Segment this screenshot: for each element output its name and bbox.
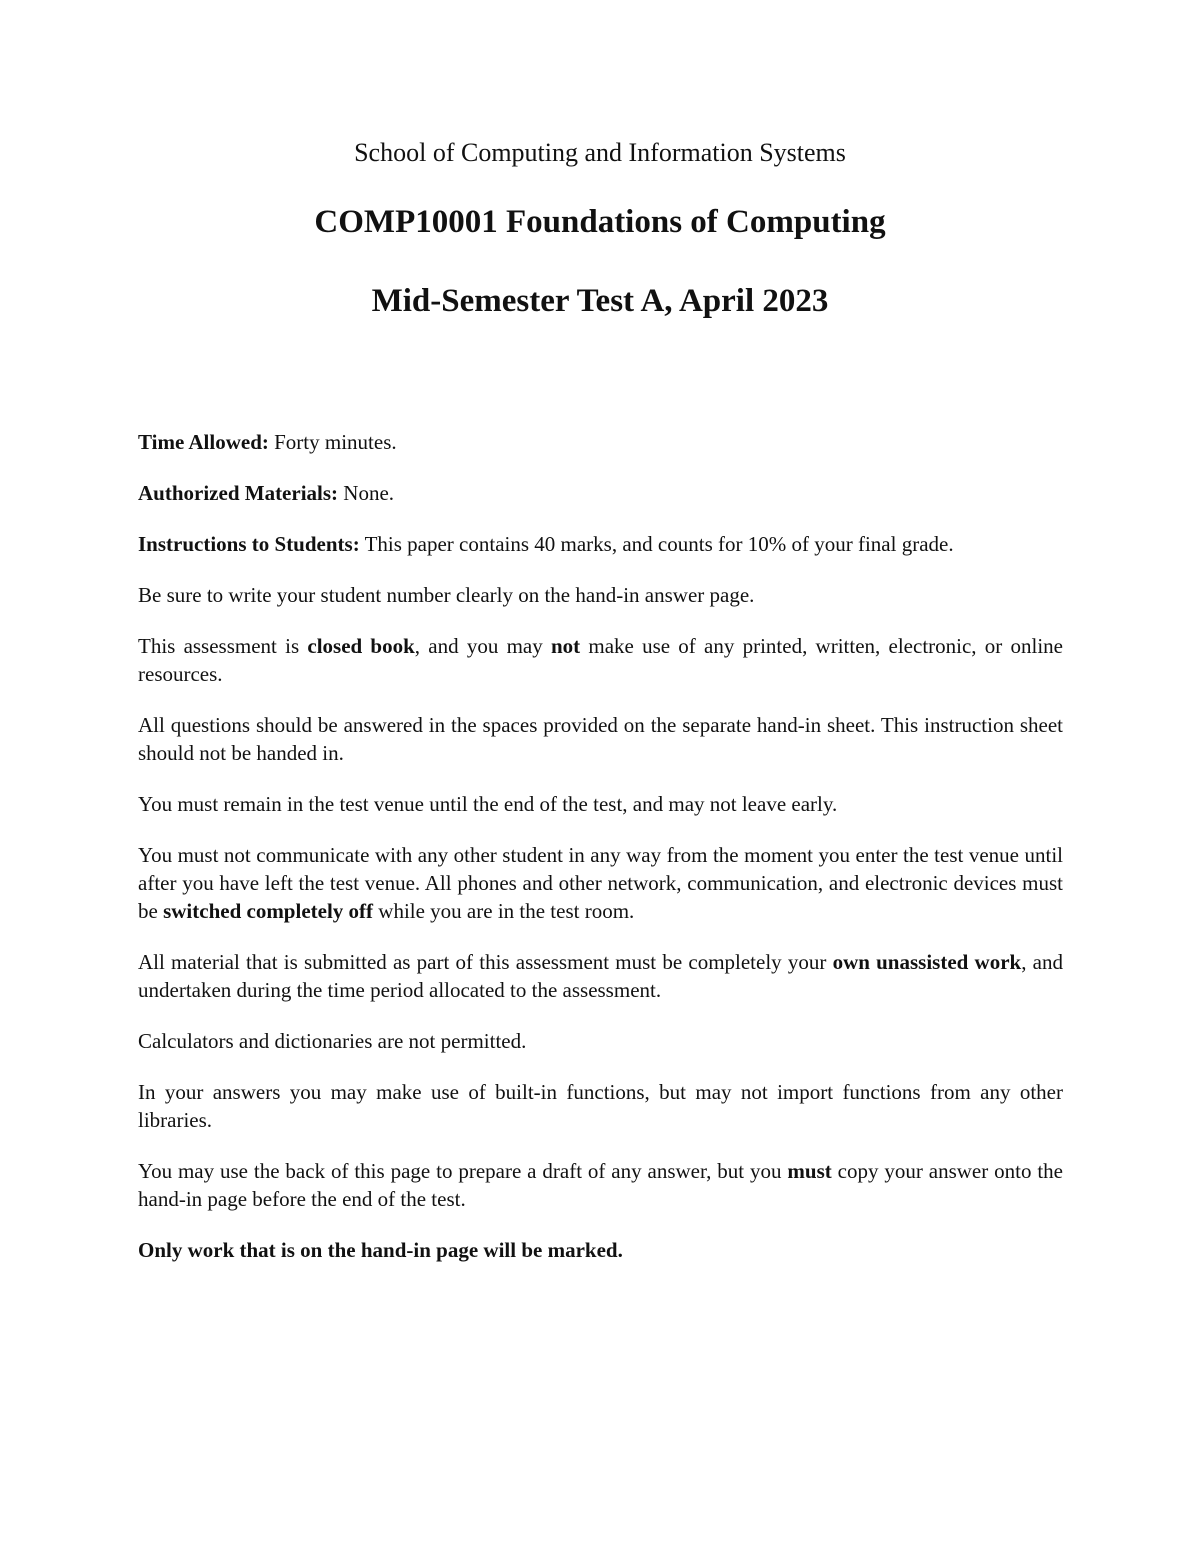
paragraph-text: , and you may xyxy=(414,634,551,658)
paragraph-built-in-functions: In your answers you may make use of built-in functions, but may not import functions from any other libraries. xyxy=(138,1080,1063,1132)
paragraph-text: All material that is submitted as part of this assessment must be completely your xyxy=(138,950,833,974)
paragraph-text: , and undertaken during the time period allocated to the assessment. xyxy=(138,950,1063,1002)
instructions-value: This paper contains 40 marks, and counts for 10% of your final grade. xyxy=(364,532,954,556)
paragraph-student-number: Be sure to write your student number clearly on the hand-in answer page. xyxy=(138,583,755,607)
time-allowed-value: Forty minutes. xyxy=(274,430,397,454)
paragraph-own-work xyxy=(138,948,1063,1004)
paragraph-no-communication xyxy=(138,841,1063,925)
paragraph-text: You may use the back of this page to prepare a draft of any answer, but you xyxy=(138,1159,788,1183)
paragraph-text: while you are in the test room. xyxy=(373,899,635,923)
instructions-body xyxy=(138,428,1063,1287)
paragraph-text: This assessment is xyxy=(138,634,308,658)
school-name: School of Computing and Information Systems xyxy=(354,138,846,167)
paragraph-only-hand-in-marked xyxy=(138,1236,1063,1264)
instructions-label: Instructions to Students: xyxy=(138,532,360,556)
emphasis-only-hand-in: Only work that is on the hand-in page will be marked. xyxy=(138,1238,623,1262)
time-allowed xyxy=(138,428,1063,456)
authorized-materials-label: Authorized Materials: xyxy=(138,481,339,505)
course-title: COMP10001 Foundations of Computing xyxy=(314,204,886,240)
paragraph-remain-in-venue: You must remain in the test venue until the end of the test, and may not leave early. xyxy=(138,792,838,816)
emphasis-switched-off: switched completely off xyxy=(163,899,374,923)
test-title: Mid-Semester Test A, April 2023 xyxy=(371,283,829,319)
paragraph-closed-book xyxy=(138,632,1063,688)
emphasis-closed-book: closed book xyxy=(307,634,415,658)
instructions-to-students xyxy=(138,530,1063,558)
emphasis-not: not xyxy=(550,634,581,658)
emphasis-must: must xyxy=(787,1159,832,1183)
paragraph-calculators: Calculators and dictionaries are not permitted. xyxy=(138,1029,527,1053)
paragraph-answer-spaces: All questions should be answered in the spaces provided on the separate hand-in sheet. This instruction sheet should not be handed in. xyxy=(138,713,1063,765)
paragraph-text: make use of any printed, written, electronic, or online resources. xyxy=(138,634,1063,686)
emphasis-own-work: own unassisted work xyxy=(832,950,1022,974)
paragraph-text: You must not communicate with any other student in any way from the moment you enter the test venue until after you have left the test venue. All phones and other network, communication, and electronic devices must be xyxy=(138,843,1063,923)
time-allowed-label: Time Allowed: xyxy=(138,430,269,454)
authorized-materials xyxy=(138,479,1063,507)
paragraph-text: copy your answer onto the hand-in page before the end of the test. xyxy=(138,1159,1063,1211)
paragraph-draft xyxy=(138,1157,1063,1213)
authorized-materials-value: None. xyxy=(343,481,395,505)
